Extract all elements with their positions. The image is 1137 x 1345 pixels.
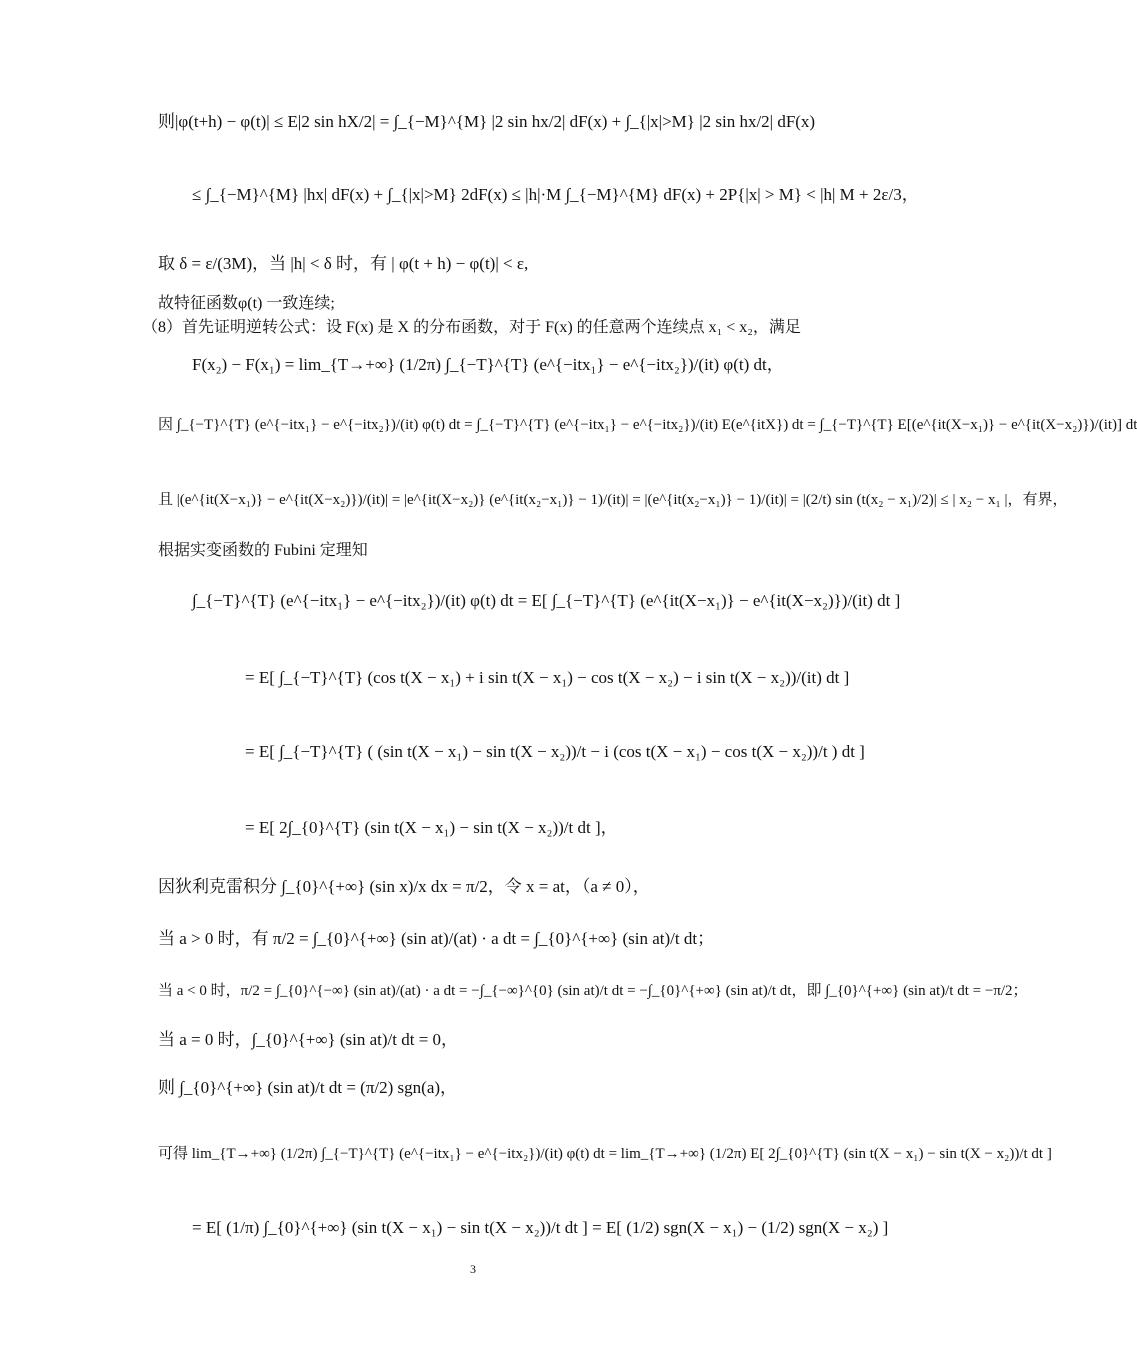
line-10: ∫_{−T}^{T} (e^{−itx₁} − e^{−itx₂})/(it) φ(t) dt = E[ ∫_{−T}^{T} (e^{it(X−x₁)} − e^{it(X−x₂)})/(it) dt ]	[192, 591, 901, 610]
line-15: 当 a > 0 时，有 π/2 = ∫_{0}^{+∞} (sin at)/(at) · a dt = ∫_{0}^{+∞} (sin at)/t dt；	[158, 929, 715, 948]
line-8: 且 |(e^{it(X−x₁)} − e^{it(X−x₂)})/(it)| = |e^{it(X−x₂)} (e^{it(x₂−x₁)} − 1)/(it)| = |(e^{it(x₂−x₁)} − 1)/(it)| = |(2/t) sin (t(x₂ − x₁)/2)| ≤ | x₂ − x₁ |，有界，	[158, 492, 1068, 508]
line-1: 则|φ(t+h) − φ(t)| ≤ E|2 sin hX/2| = ∫_{−M}^{M} |2 sin hx/2| dF(x) + ∫_{|x|>M} |2 sin hx/2| dF(x)	[158, 112, 816, 131]
line-12: = E[ ∫_{−T}^{T} ( (sin t(X − x₁) − sin t(X − x₂))/t − i (cos t(X − x₁) − cos t(X − x₂))/t ) dt ]	[245, 742, 865, 761]
line-7: 因 ∫_{−T}^{T} (e^{−itx₁} − e^{−itx₂})/(it) φ(t) dt = ∫_{−T}^{T} (e^{−itx₁} − e^{−itx₂})/(it) E(e^{itX}) dt = ∫_{−T}^{T} E[(e^{it(X−x₁)} − e^{it(X−x₂)})/(it)] dt	[158, 417, 1137, 433]
line-14: 因狄利克雷积分 ∫_{0}^{+∞} (sin x)/x dx = π/2，令 x = at，（a ≠ 0），	[158, 877, 650, 896]
line-4: 故特征函数φ(t) 一致连续;	[158, 295, 335, 312]
line-2: ≤ ∫_{−M}^{M} |hx| dF(x) + ∫_{|x|>M} 2dF(x) ≤ |h|·M ∫_{−M}^{M} dF(x) + 2P{|x| > M} < |h| M + 2ε/3，	[192, 185, 919, 204]
line-9: 根据实变函数的 Fubini 定理知	[158, 542, 368, 559]
line-3: 取 δ = ε/(3M)，当 |h| < δ 时，有 | φ(t + h) − φ(t)| < ε,	[158, 254, 529, 273]
page-number: 3	[470, 1262, 476, 1276]
line-17: 当 a = 0 时，∫_{0}^{+∞} (sin at)/t dt = 0，	[158, 1030, 459, 1049]
line-19: 可得 lim_{T→+∞} (1/2π) ∫_{−T}^{T} (e^{−itx₁} − e^{−itx₂})/(it) φ(t) dt = lim_{T→+∞} (1/2π) E[ 2∫_{0}^{T} (sin t(X − x₁) − sin t(X − x₂))/t dt ]	[158, 1146, 1052, 1162]
line-5: （8）首先证明逆转公式：设 F(x) 是 X 的分布函数，对于 F(x) 的任意两个连续点 x₁ < x₂，满足	[142, 319, 801, 336]
line-13: = E[ 2∫_{0}^{T} (sin t(X − x₁) − sin t(X − x₂))/t dt ]，	[245, 818, 618, 837]
line-20: = E[ (1/π) ∫_{0}^{+∞} (sin t(X − x₁) − sin t(X − x₂))/t dt ] = E[ (1/2) sgn(X − x₁) − (1/2) sgn(X − x₂) ]	[192, 1218, 889, 1237]
line-16: 当 a < 0 时，π/2 = ∫_{0}^{−∞} (sin at)/(at) · a dt = −∫_{−∞}^{0} (sin at)/t dt = −∫_{0}^{+∞} (sin at)/t dt，即 ∫_{0}^{+∞} (sin at)/t dt = −π/2；	[158, 983, 1028, 999]
line-11: = E[ ∫_{−T}^{T} (cos t(X − x₁) + i sin t(X − x₁) − cos t(X − x₂) − i sin t(X − x₂))/(it) dt ]	[245, 668, 850, 687]
line-6: F(x₂) − F(x₁) = lim_{T→+∞} (1/2π) ∫_{−T}^{T} (e^{−itx₁} − e^{−itx₂})/(it) φ(t) dt，	[192, 355, 784, 374]
line-18: 则 ∫_{0}^{+∞} (sin at)/t dt = (π/2) sgn(a)，	[158, 1078, 458, 1097]
